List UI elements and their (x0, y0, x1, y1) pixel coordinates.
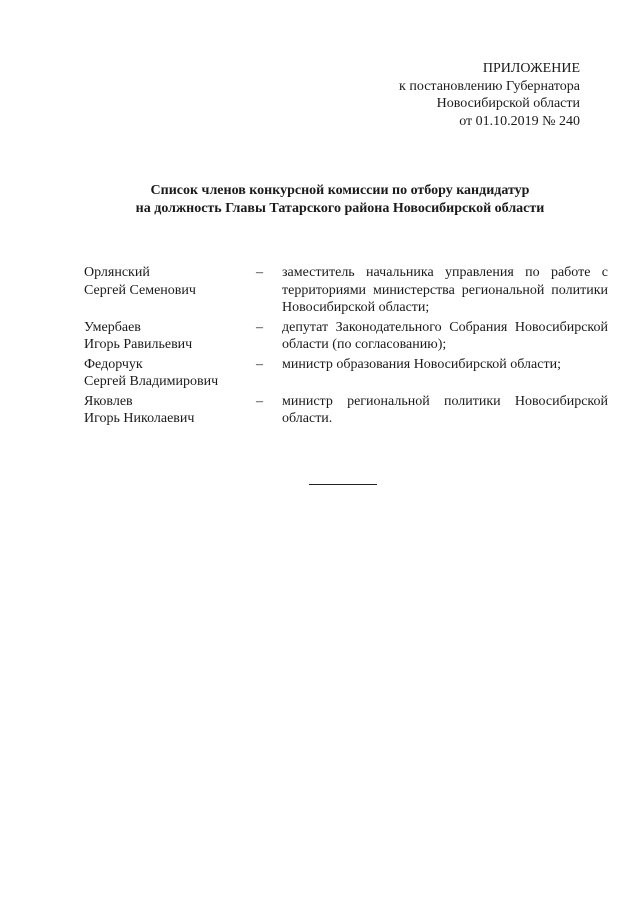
member-row (84, 319, 608, 354)
member-name (84, 393, 256, 428)
member-given-name: Игорь Николаевич (84, 411, 195, 426)
appendix-label: ПРИЛОЖЕНИЕ (482, 61, 580, 76)
title-line-1: Список членов конкурсной комиссии по отбору кандидатур (150, 183, 530, 198)
end-divider (309, 484, 377, 485)
member-surname: Федорчук (84, 356, 143, 372)
member-dash: – (256, 265, 263, 280)
appendix-reference: к постановлению Губернатора (399, 78, 580, 94)
members-list (84, 264, 608, 430)
member-name (84, 319, 256, 354)
member-name (84, 264, 256, 317)
member-dash: – (256, 356, 263, 372)
appendix-date-number: от 01.10.2019 № 240 (459, 113, 580, 129)
member-row (84, 264, 608, 317)
member-row (84, 393, 608, 428)
member-position: заместитель начальника управления по работе с территориями министерства региональной политики Новосибирской области; (282, 265, 608, 315)
member-row (84, 356, 608, 391)
member-dash: – (256, 319, 263, 335)
member-surname: Яковлев (84, 393, 133, 409)
appendix-header (380, 60, 580, 130)
member-given-name: Сергей Семенович (84, 282, 196, 298)
member-surname: Умербаев (84, 319, 141, 335)
appendix-region: Новосибирской области (436, 96, 580, 111)
member-surname: Орлянский (84, 265, 150, 280)
member-dash: – (256, 393, 263, 409)
title-line-2: на должность Главы Татарского района Новосибирской области (135, 200, 545, 216)
member-name (84, 356, 256, 391)
member-given-name: Игорь Равильевич (84, 337, 193, 352)
member-position: министр региональной политики Новосибирской области. (282, 393, 608, 426)
member-position: депутат Законодательного Собрания Новосибирской области (по согласованию); (282, 319, 608, 352)
member-given-name: Сергей Владимирович (84, 374, 219, 389)
document-title (0, 182, 640, 217)
member-position: министр образования Новосибирской области; (282, 356, 561, 372)
